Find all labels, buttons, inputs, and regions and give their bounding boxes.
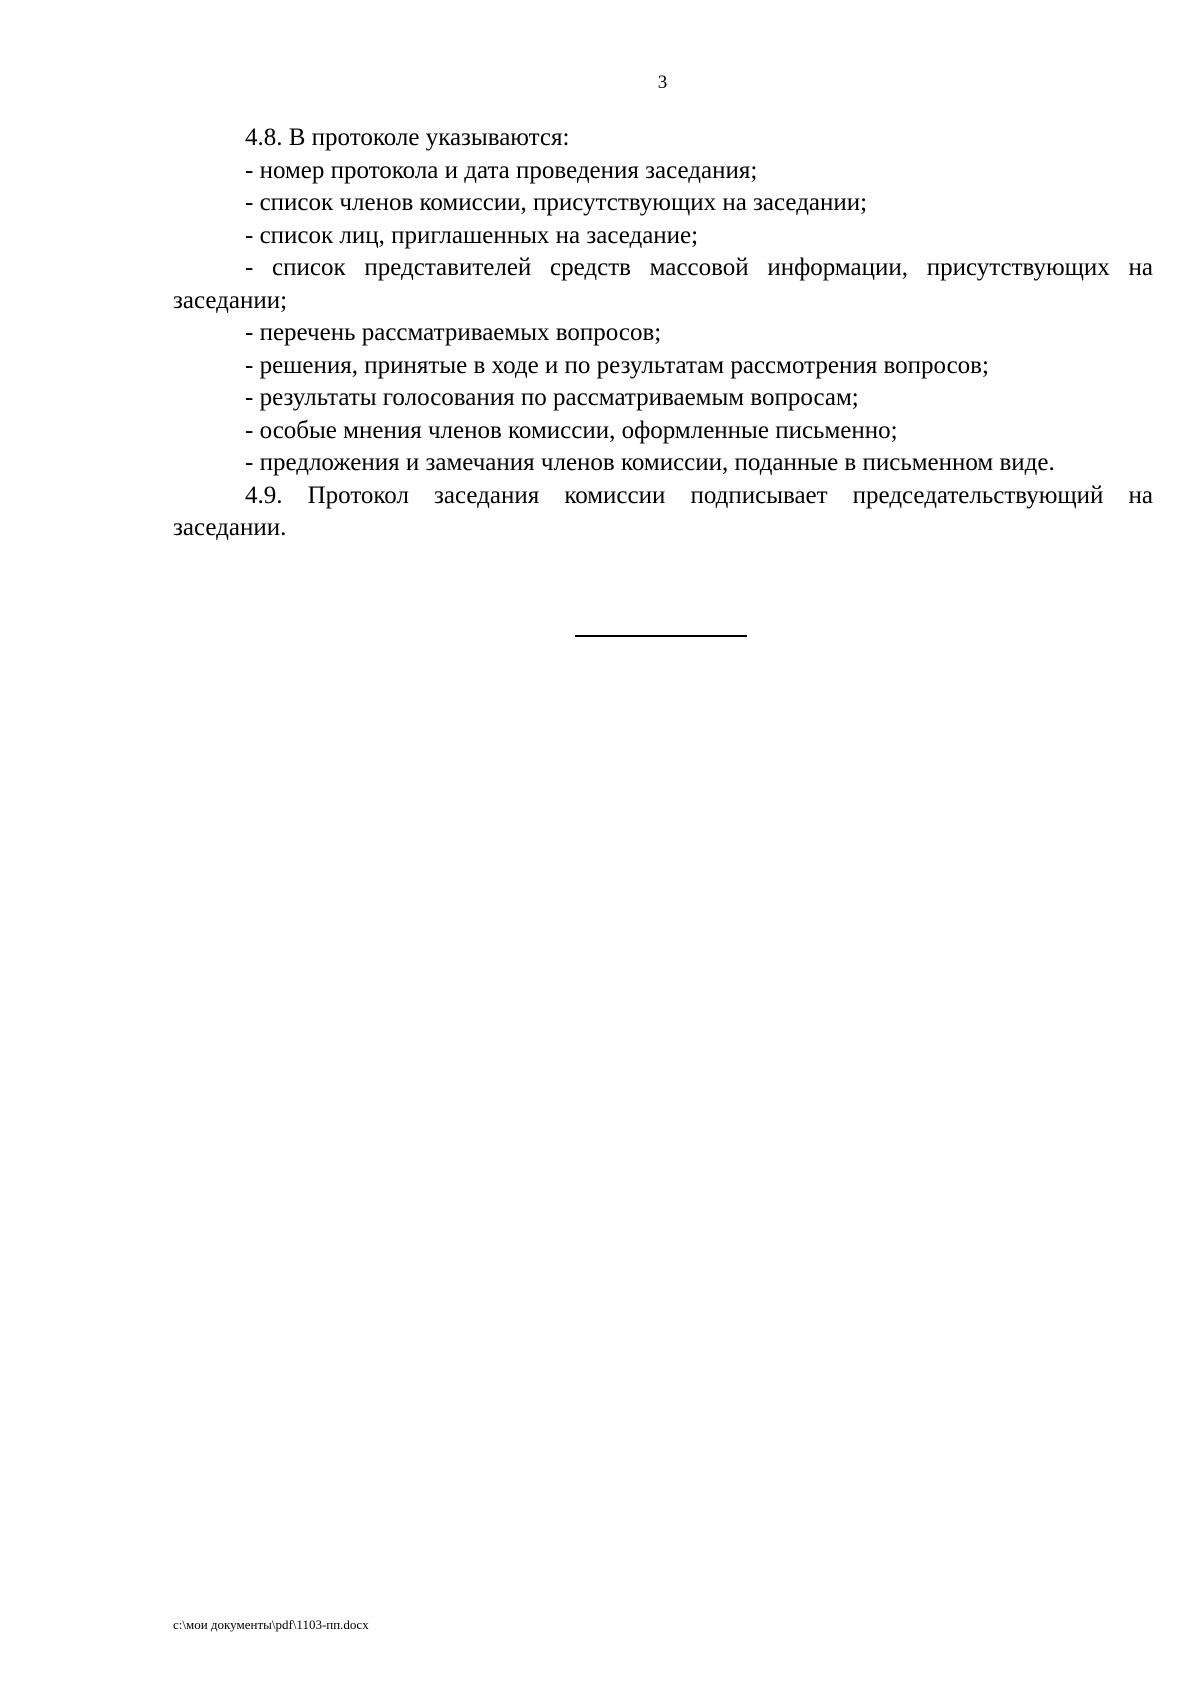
list-item: - предложения и замечания членов комиссии, поданные в письменном виде. (245, 449, 1055, 476)
page-number: 3 (657, 72, 668, 93)
list-item: - особые мнения членов комиссии, оформленные письменно; (245, 416, 898, 444)
list-item: - результаты голосования по рассматриваемым вопросам; (245, 384, 859, 411)
list-item: - список лиц, приглашенных на заседание; (245, 221, 699, 249)
end-separator-line (575, 635, 747, 637)
section-4-8-heading: 4.8. В протоколе указываются: (245, 124, 570, 151)
document-body (173, 122, 1153, 545)
list-item: - решения, принятые в ходе и по результатам рассмотрения вопросов; (245, 351, 989, 379)
list-item: - перечень рассматриваемых вопросов; (245, 319, 662, 346)
list-item: - номер протокола и дата проведения заседания; (245, 156, 758, 184)
list-item: - список представителей средств массовой информации, присутствующих на заседании; (173, 254, 1153, 314)
section-4-9-paragraph: 4.9. Протокол заседания комиссии подписывает председательствующий на заседании. (173, 481, 1153, 541)
list-item: - список членов комиссии, присутствующих на заседании; (245, 189, 868, 216)
footer-file-path: c:\мои документы\pdf\1103-пп.docx (173, 1617, 369, 1632)
